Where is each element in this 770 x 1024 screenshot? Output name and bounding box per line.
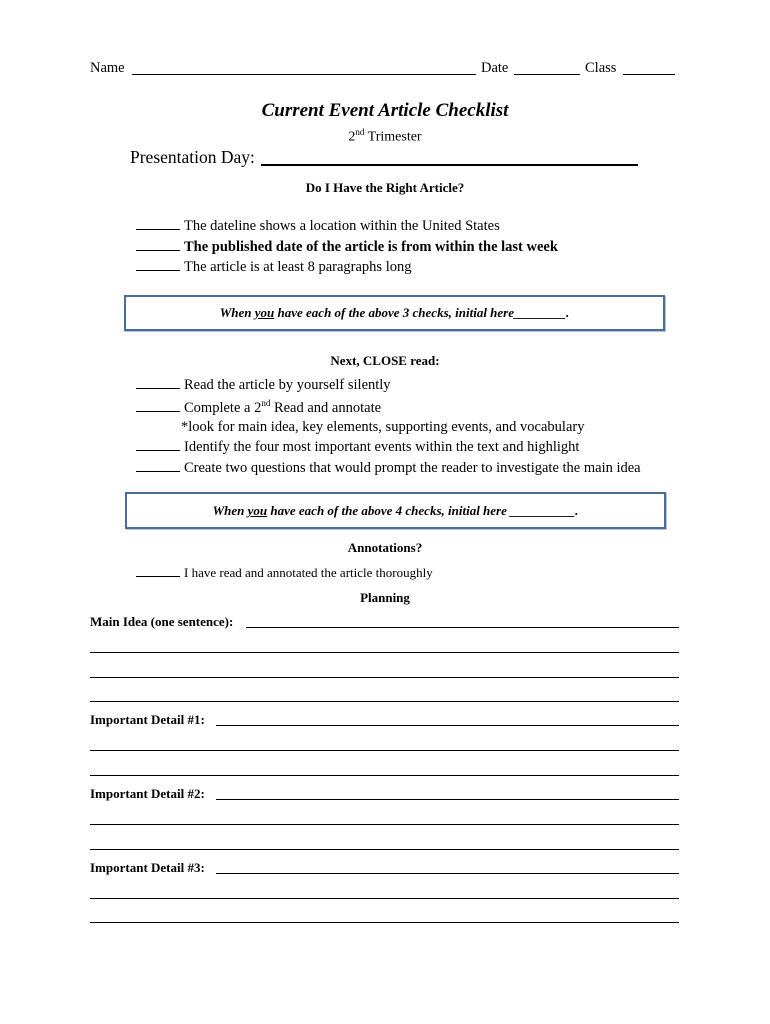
page-title: Current Event Article Checklist [261, 100, 509, 121]
checklist-item-text: Read the article by yourself silently [184, 377, 391, 393]
detail2-field[interactable] [216, 799, 679, 800]
checklist-item-sup: nd [261, 398, 271, 408]
subtitle-text: Trimester [367, 129, 422, 145]
checklist-item-text: Identify the four most important events within the text and highlight [184, 439, 580, 455]
section-heading-planning: Planning [360, 590, 410, 605]
box-text-emphasis: you [254, 305, 275, 320]
box-text-end: . [566, 305, 570, 320]
writing-line[interactable] [90, 652, 679, 653]
box-text-end: . [575, 503, 579, 518]
check-blank[interactable] [136, 400, 180, 412]
writing-line[interactable] [90, 824, 679, 825]
detail2-label: Important Detail #2: [90, 786, 205, 801]
class-label: Class [585, 60, 617, 76]
box-text-post: have each of the above 3 checks, initial here [277, 305, 515, 320]
check-blank[interactable] [136, 439, 180, 451]
detail1-field[interactable] [216, 725, 679, 726]
check-blank[interactable] [136, 259, 180, 271]
page-subtitle [0, 127, 770, 146]
checklist-item-text: I have read and annotated the article thoroughly [184, 565, 433, 580]
main-idea-field[interactable] [246, 627, 679, 628]
checklist-item-text: The dateline shows a location within the United States [184, 218, 500, 234]
main-idea-label: Main Idea (one sentence): [90, 614, 234, 629]
checklist-item [136, 460, 641, 477]
initial-box-section2 [125, 492, 666, 529]
box-text-pre: When [219, 305, 252, 320]
class-field[interactable] [623, 74, 675, 75]
writing-line[interactable] [90, 677, 679, 678]
section-heading-close-read: Next, CLOSE read: [330, 353, 440, 368]
box-text-pre: When [212, 503, 245, 518]
writing-line[interactable] [90, 898, 679, 899]
subtitle-ordinal-suffix: nd [355, 127, 365, 137]
name-field[interactable] [132, 74, 476, 75]
section-heading-annotations: Annotations? [347, 540, 423, 555]
writing-line[interactable] [90, 750, 679, 751]
check-blank[interactable] [136, 218, 180, 230]
checklist-item-text-pre: Complete a 2 [184, 399, 262, 416]
checklist-note: *look for main idea, key elements, supporting events, and vocabulary [181, 419, 585, 435]
checklist-item [136, 239, 558, 256]
detail3-field[interactable] [216, 873, 679, 874]
box-text-post: have each of the above 4 checks, initial here [270, 503, 507, 518]
check-blank[interactable] [136, 460, 180, 472]
writing-line[interactable] [90, 922, 679, 923]
checklist-item [136, 259, 411, 276]
check-blank[interactable] [136, 377, 180, 389]
checklist-item [136, 398, 381, 417]
checklist-item-text: The article is at least 8 paragraphs long [184, 259, 412, 275]
presentation-day-field[interactable] [261, 164, 638, 166]
writing-line[interactable] [90, 849, 679, 850]
writing-line[interactable] [90, 775, 679, 776]
check-blank[interactable] [136, 565, 180, 577]
subtitle-ordinal: 2 [348, 129, 356, 145]
initial-blank[interactable]: __________ [510, 503, 576, 518]
checklist-item-text-post: Read and annotate [273, 399, 382, 416]
section-heading-right-article: Do I Have the Right Article? [305, 180, 465, 195]
detail3-label: Important Detail #3: [90, 860, 205, 875]
date-field[interactable] [514, 74, 580, 75]
presentation-day-label: Presentation Day: [130, 147, 255, 167]
checklist-item [136, 439, 579, 456]
date-label: Date [481, 60, 509, 76]
box-text-emphasis: you [247, 503, 268, 518]
checklist-item [136, 218, 500, 235]
checklist-item [136, 565, 433, 581]
check-blank[interactable] [136, 239, 180, 251]
checklist-item-text: The published date of the article is from within the last week [184, 239, 558, 255]
checklist-item [136, 377, 391, 394]
detail1-label: Important Detail #1: [90, 712, 205, 727]
initial-box-section1 [124, 295, 665, 331]
name-label: Name [90, 60, 125, 76]
checklist-item-text: Create two questions that would prompt the reader to investigate the main idea [184, 460, 641, 476]
initial-blank[interactable]: ________ [514, 305, 567, 320]
writing-line[interactable] [90, 701, 679, 702]
